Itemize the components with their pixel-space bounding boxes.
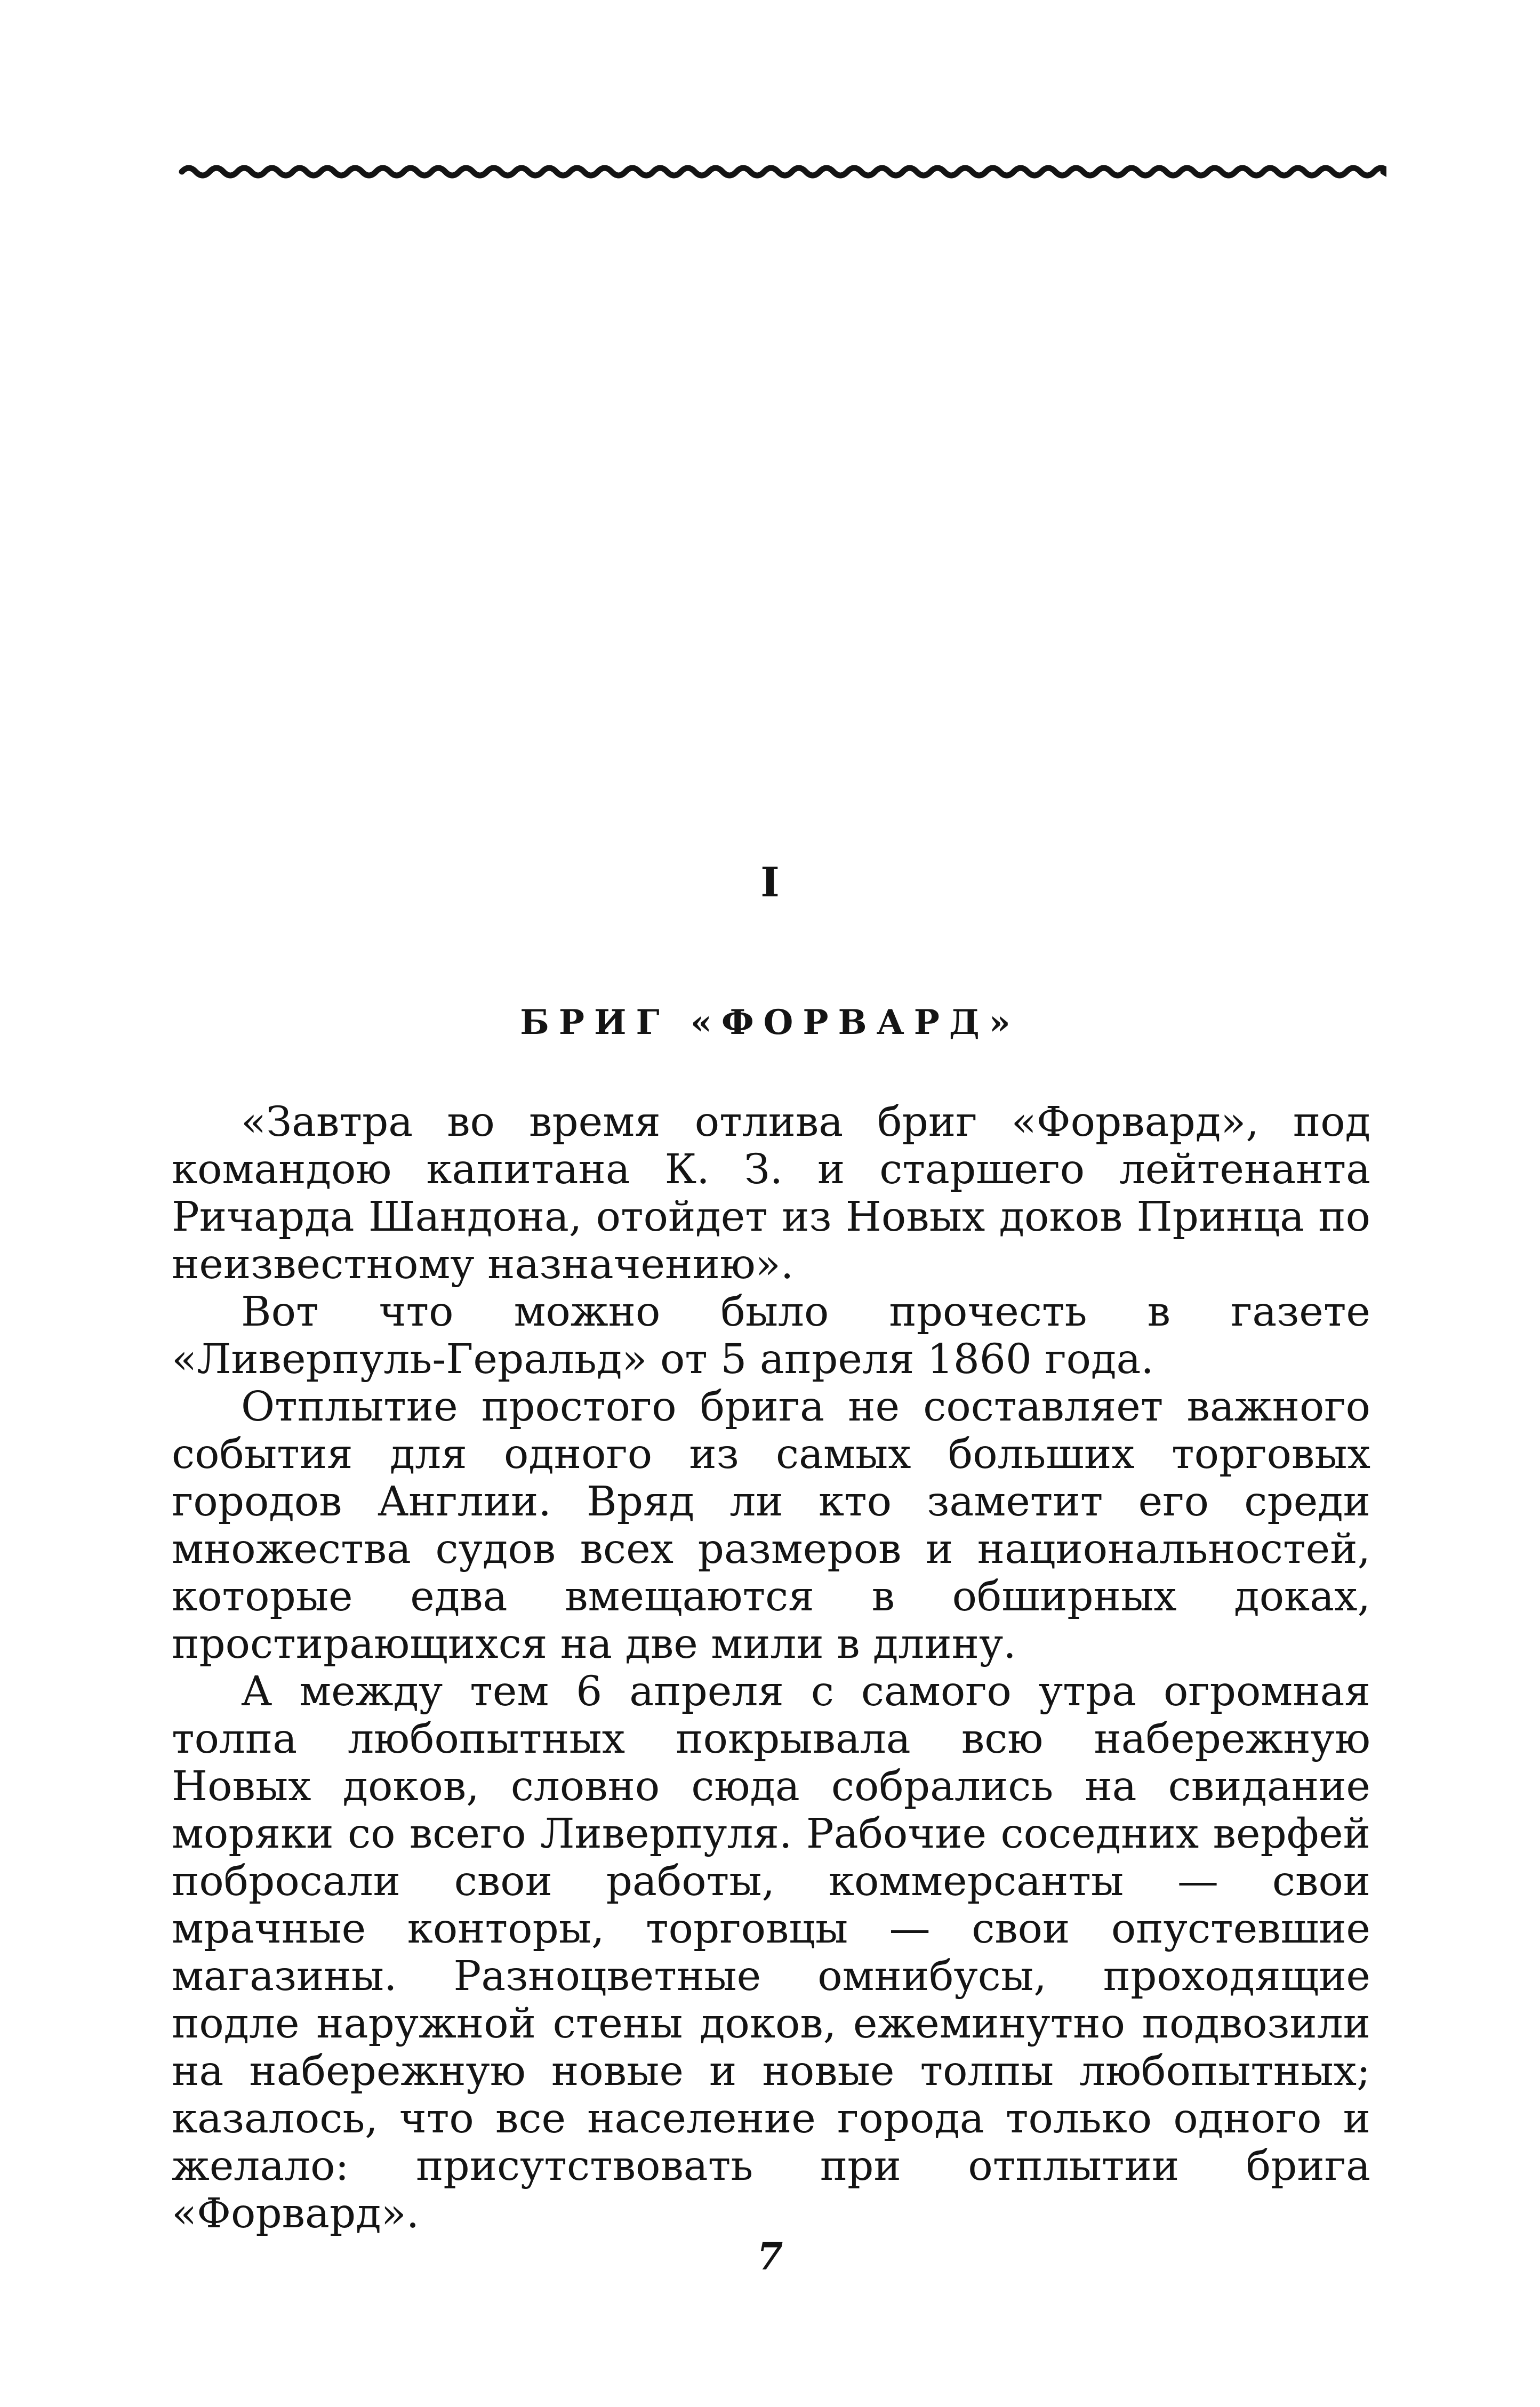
chapter-title: БРИГ «ФОРВАРД» [520, 1002, 1020, 1042]
page-number: 7 [757, 2234, 783, 2278]
wavy-ornament-divider [179, 155, 1386, 187]
chapter-number: I [760, 859, 780, 906]
paragraph: Вот что можно было прочесть в газете «Ливерпуль-Геральд» от 5 апреля 1860 года. [172, 1288, 1370, 1383]
paragraph: Отплытие простого брига не составляет важного события для одного из самых больших торговых городов Англии. Вряд ли кто заметит его среди множества судов всех размеров и национальностей, которые едва вмещаются в обширных доках, простирающихся на две мили в длину. [172, 1383, 1370, 1668]
paragraph: А между тем 6 апреля с самого утра огромная толпа любопытных покрывала всю набережную Новых доков, словно сюда собрались на свидание моряки со всего Ливерпуля. Рабочие соседних верфей побросали свои работы, коммерсанты — свои мрачные конторы, торговцы — свои опустевшие магазины. Разноцветные омнибусы, проходящие подле наружной стены доков, ежеминутно подвозили на набережную новые и новые толпы любопытных; казалось, что все население города только одного и желало: присутствовать при отплытии брига «Форвард». [172, 1668, 1370, 2237]
paragraph: «Завтра во время отлива бриг «Форвард», под командою капитана К. З. и старшего лейтенанта Ричарда Шандона, отойдет из Новых доков Принца по неизвестному назначению». [172, 1098, 1370, 1288]
chapter-body [172, 1098, 1370, 2237]
